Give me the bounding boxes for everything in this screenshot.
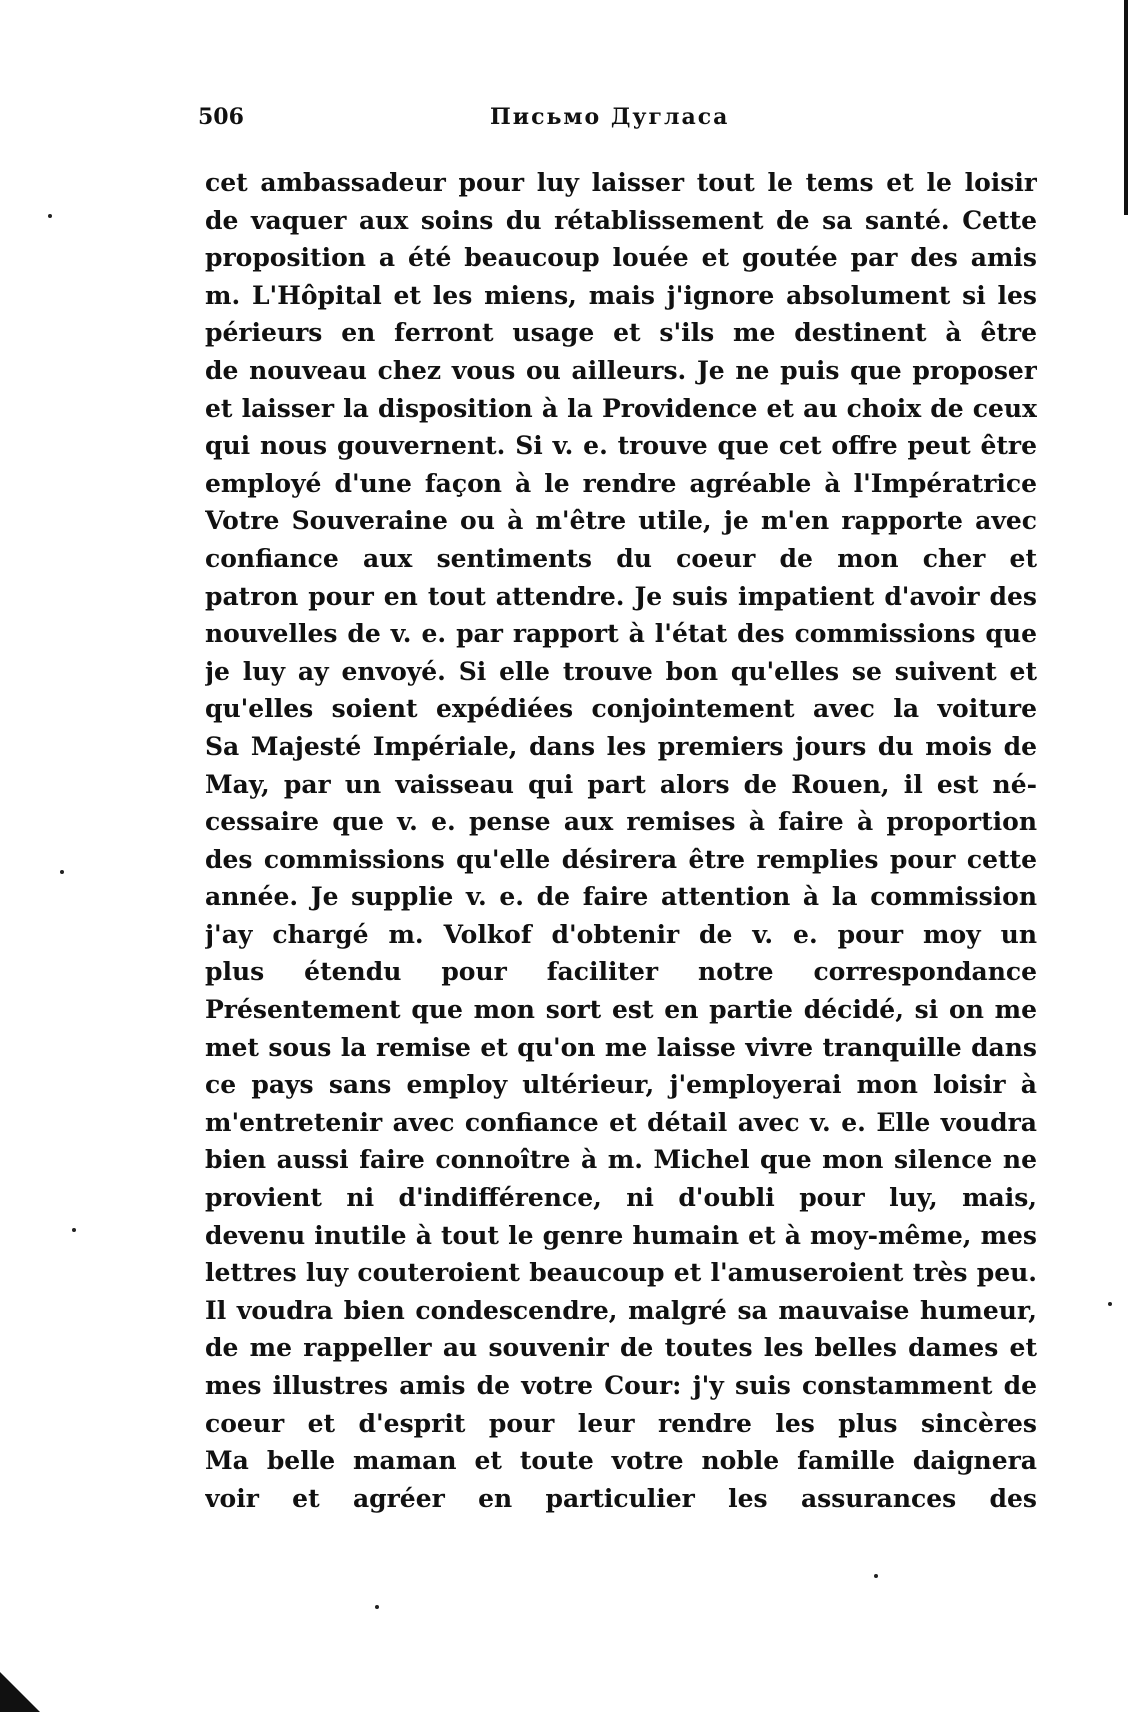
text-line-content: met sous la remise et qu'on me laisse vivre tranquille dans [205,1032,1037,1062]
text-line-content: des commissions qu'elle désirera être remplies pour cette [205,844,1037,874]
text-line-content: provient ni d'indifférence, ni d'oubli pour luy, mais, [205,1183,1037,1213]
text-line-content: qu'elles soient expédiées conjointement avec la voiture [205,694,1037,724]
text-line [205,615,1037,653]
text-line-content: lettres luy couteroient beaucoup et l'amuseroient très peu. [205,1258,1037,1288]
text-line [205,1329,1037,1367]
text-line-content: périeurs en ferront usage et s'ils me destinent à être [205,318,1037,348]
text-line-content: bien aussi faire connoître à m. Michel que mon silence ne [205,1145,1037,1175]
scan-edge-rule [1124,0,1128,215]
text-line-content: cet ambassadeur pour luy laisser tout le tems et le loisir [205,168,1037,197]
text-line [205,1217,1037,1255]
text-line-content: année. Je supplie v. e. de faire attention à la commission [205,882,1037,912]
body-text [205,164,1037,1517]
text-line-content: cessaire que v. e. pense aux remises à faire à proportion [205,807,1037,837]
text-line-content: proposition a été beaucoup louée et goutée par des amis [205,243,1037,273]
text-line [205,841,1037,879]
text-line-content: Il voudra bien condescendre, malgré sa mauvaise humeur, [205,1295,1037,1325]
text-line-content: ce pays sans employ ultérieur, j'employerai mon loisir à [205,1070,1037,1100]
text-line-content: nouvelles de v. e. par rapport à l'état des commissions que [205,619,1037,649]
text-line [205,690,1037,728]
text-line [205,352,1037,390]
text-line [205,164,1037,202]
text-line-content: plus étendu pour faciliter notre correspondance [205,957,1037,987]
text-line-content: confiance aux sentiments du coeur de mon cher et [205,543,1037,573]
text-line-content: Sa Majesté Impériale, dans les premiers jours du mois de [205,731,1037,761]
text-line [205,1480,1037,1518]
text-line [205,1179,1037,1217]
text-line-content: m. L'Hôpital et les miens, mais j'ignore absolument si les [205,280,1037,310]
scan-speck [60,870,64,874]
text-line [205,1442,1037,1480]
text-line-content: mes illustres amis de votre Cour: j'y suis constamment de [205,1371,1037,1400]
text-line [205,1367,1037,1405]
text-line-content: de nouveau chez vous ou ailleurs. Je ne puis que proposer [205,355,1037,385]
text-line-content: Présentement que mon sort est en partie décidé, si on me [205,995,1037,1025]
text-line [205,1254,1037,1292]
text-line [205,202,1037,240]
text-line-content: j'ay chargé m. Volkof d'obtenir de v. e. pour moy un [205,919,1037,949]
text-line-content: qui nous gouvernent. Si v. e. trouve que cet offre peut être [205,431,1037,461]
scan-speck [874,1574,878,1578]
text-line-content: et laisser la disposition à la Providence et au choix de ceux [205,393,1037,423]
text-line-content: patron pour en tout attendre. Je suis impatient d'avoir des [205,581,1037,611]
scan-speck [1108,1302,1112,1306]
text-line [205,1104,1037,1142]
running-head: Письмо Дугласа [490,104,730,130]
text-line [205,1066,1037,1104]
text-line [205,878,1037,916]
text-line-content: Votre Souveraine ou à m'être utile, je m'en rapporte avec [205,506,1037,536]
text-line [205,728,1037,766]
text-line-content: devenu inutile à tout le genre humain et à moy-même, mes [205,1220,1037,1250]
text-line [205,766,1037,804]
text-line-content: Ma belle maman et toute votre noble famille daignera [205,1446,1037,1476]
text-line [205,1405,1037,1443]
text-line-content: coeur et d'esprit pour leur rendre les plus sincères [205,1408,1037,1438]
text-line-content: m'entretenir avec confiance et détail avec v. e. Elle voudra [205,1107,1037,1137]
text-line [205,502,1037,540]
text-line [205,314,1037,352]
text-line-content: employé d'une façon à le rendre agréable à l'Impératrice [205,468,1037,498]
text-line [205,653,1037,691]
scan-speck [48,214,52,218]
text-line [205,239,1037,277]
text-line [205,803,1037,841]
text-line-content: de me rappeller au souvenir de toutes les belles dames et [205,1333,1037,1363]
text-line [205,540,1037,578]
text-line [205,1292,1037,1330]
scan-speck [375,1605,379,1609]
text-line [205,578,1037,616]
text-line [205,916,1037,954]
text-line-content: je luy ay envoyé. Si elle trouve bon qu'elles se suivent et [205,656,1037,686]
text-line [205,465,1037,503]
text-line [205,427,1037,465]
corner-mark-icon [0,1672,40,1712]
text-line-content: de vaquer aux soins du rétablissement de sa santé. Cette [205,205,1037,235]
text-line [205,390,1037,428]
text-line-content: voir et agréer en particulier les assurances des [205,1483,1037,1513]
text-line [205,953,1037,991]
text-line-content: May, par un vaisseau qui part alors de Rouen, il est né- [205,769,1037,799]
text-line [205,1029,1037,1067]
text-line [205,277,1037,315]
text-line [205,991,1037,1029]
text-line [205,1141,1037,1179]
page-number: 506 [198,104,244,130]
scan-speck [72,1228,76,1232]
